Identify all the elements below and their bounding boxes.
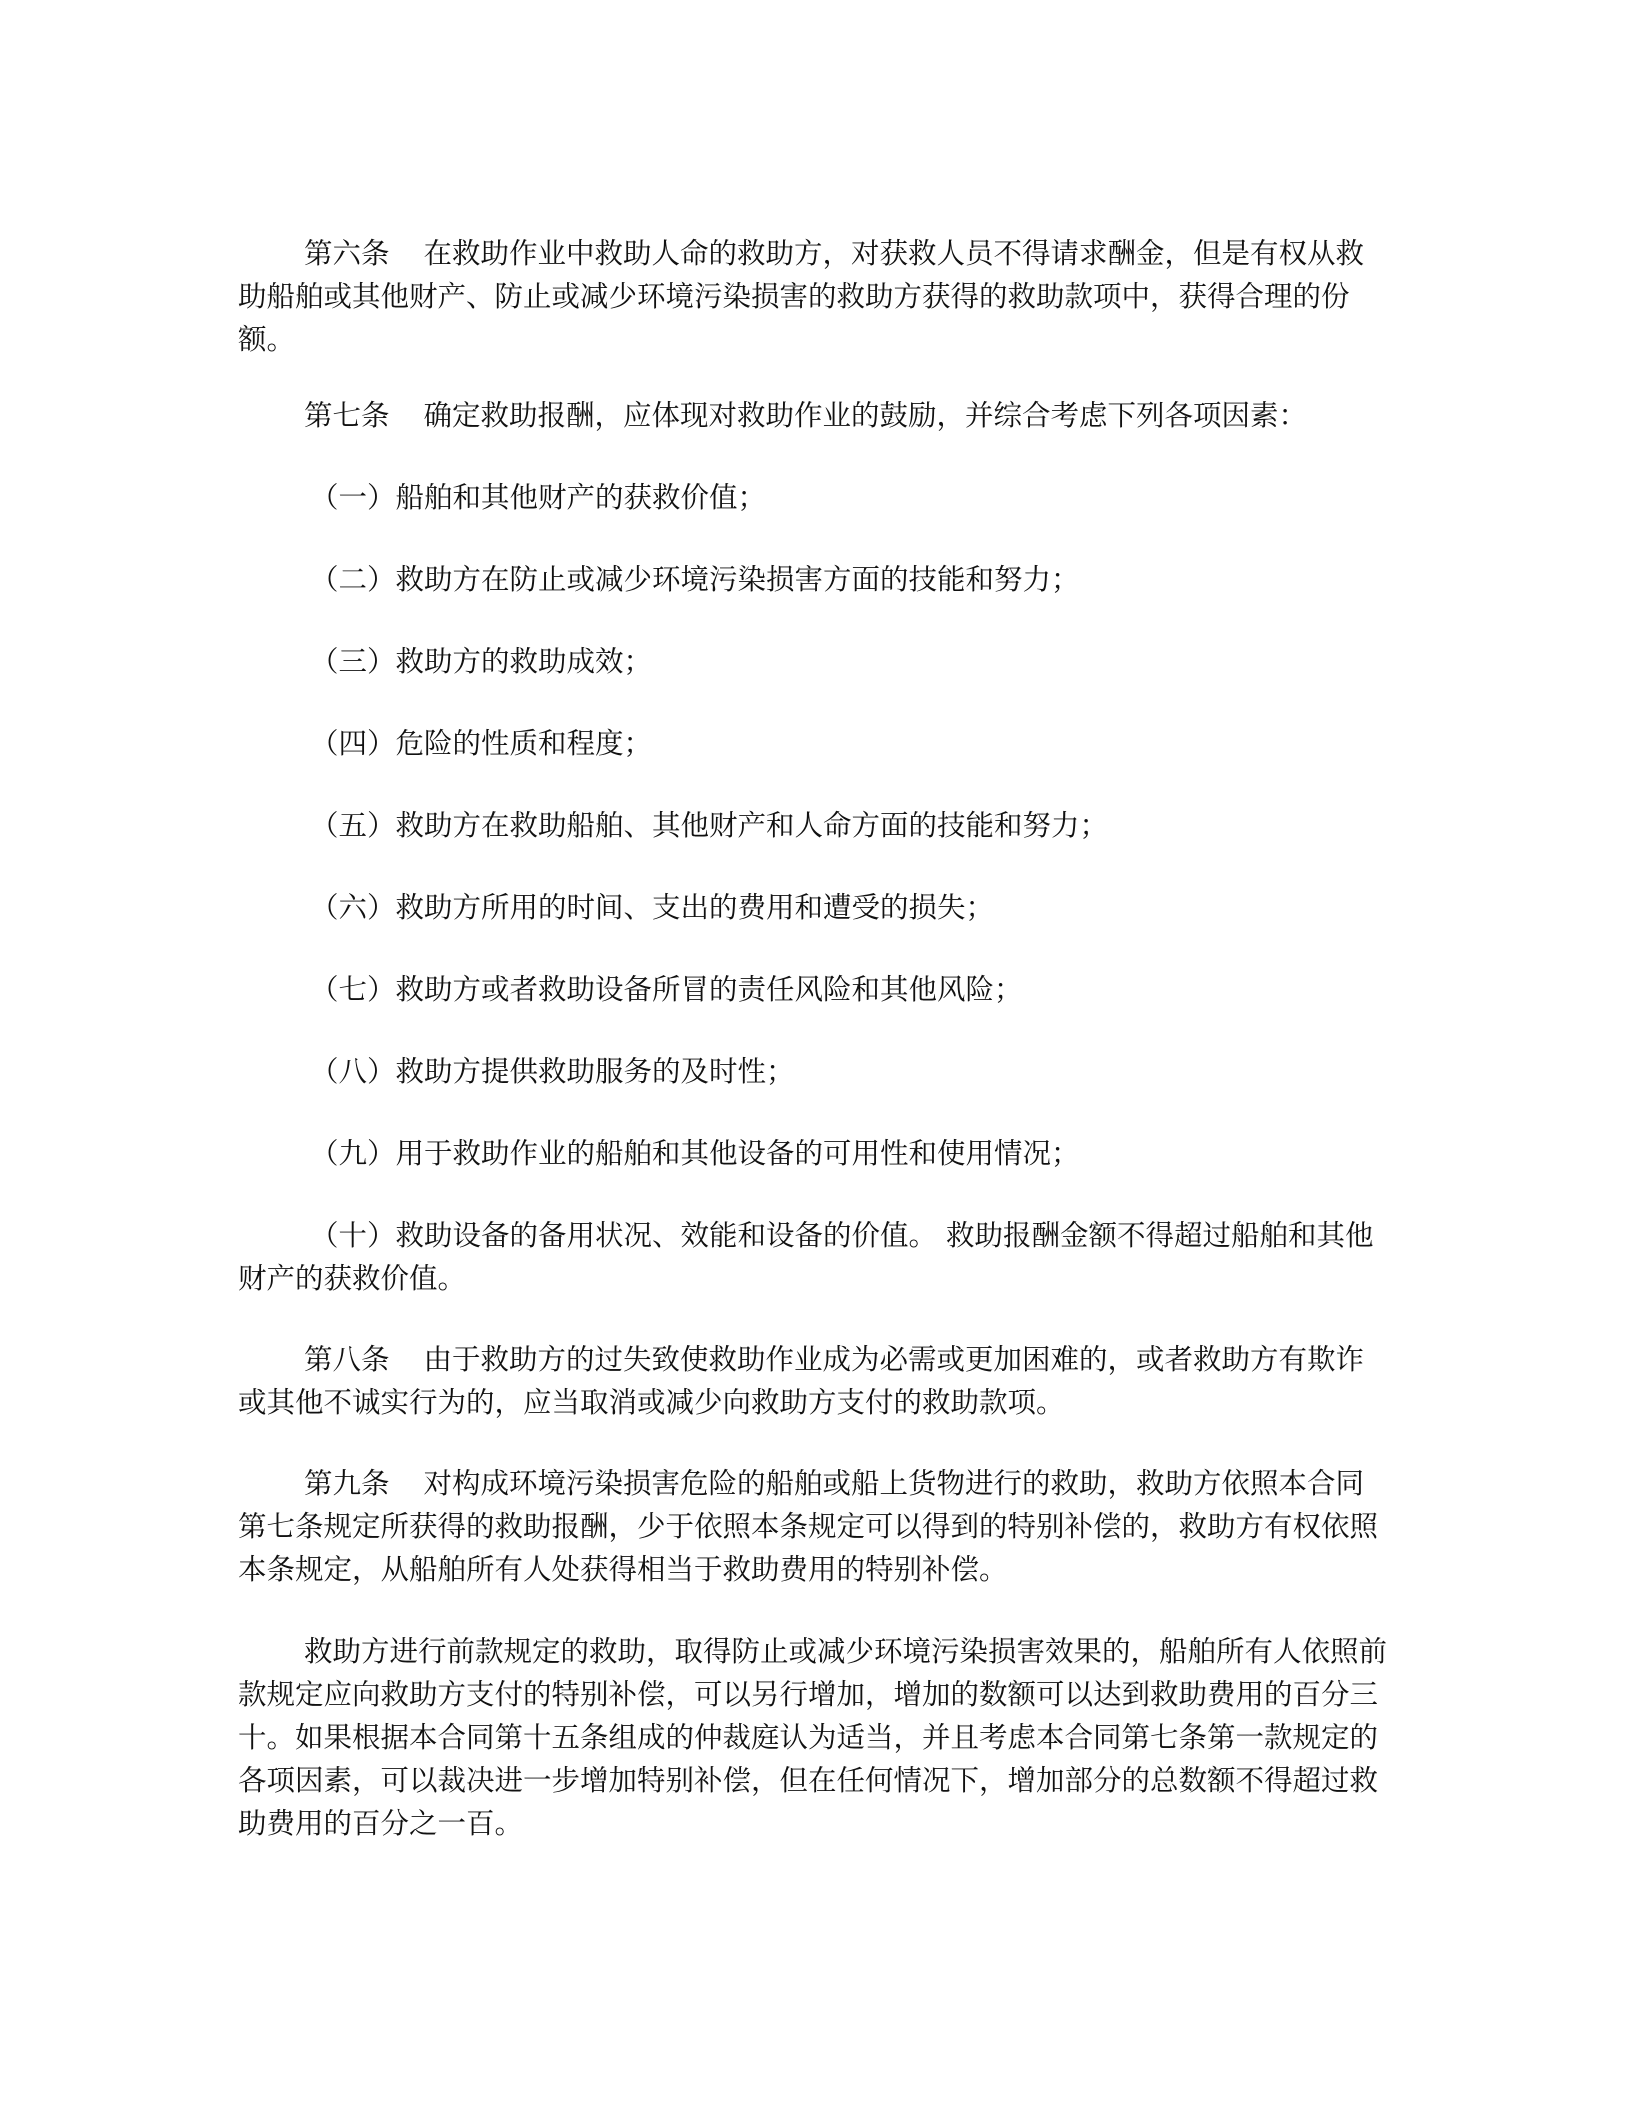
article-7-item-4: （四）危险的性质和程度； <box>310 727 653 760</box>
article-6-text: 在救助作业中救助人命的救助方，对获救人员不得请求酬金，但是有权从救助船舶或其他财产、防止或减少环境污染损害的救助方获得的救助款项中，获得合理的份额。 <box>238 237 1365 356</box>
article-9-paragraph-2: 救助方进行前款规定的救助，取得防止或减少环境污染损害效果的，船舶所有人依照前款规定应向救助方支付的特别补偿，可以另行增加，增加的数额可以达到救助费用的百分三十。如果根据本合同第十五条组成的仲裁庭认为适当，并且考虑本合同第七条第一款规定的各项因素，可以裁决进一步增加特别补偿，但在任何情况下，增加部分的总数额不得超过救助费用的百分之一百。 <box>238 1635 1388 1840</box>
article-7-item-8: （八）救助方提供救助服务的及时性； <box>310 1055 795 1088</box>
article-7-item-6: （六）救助方所用的时间、支出的费用和遭受的损失； <box>310 891 995 924</box>
article-7-item-10: （十）救助设备的备用状况、效能和设备的价值。 救助报酬金额不得超过船舶和其他财产的获救价值。 <box>238 1219 1374 1295</box>
article-8-text: 由于救助方的过失致使救助作业成为必需或更加困难的，或者救助方有欺诈或其他不诚实行为的，应当取消或减少向救助方支付的救助款项。 <box>238 1343 1365 1419</box>
article-8-heading: 第八条 <box>304 1343 390 1376</box>
article-8-paragraph <box>238 1338 1388 1424</box>
article-7-item-1: （一）船舶和其他财产的获救价值； <box>310 481 767 514</box>
article-7-text: 确定救助报酬，应体现对救助作业的鼓励，并综合考虑下列各项因素： <box>423 399 1308 432</box>
article-6-heading: 第六条 <box>304 237 390 270</box>
article-7-heading: 第七条 <box>304 399 390 432</box>
article-9-heading: 第九条 <box>304 1467 390 1500</box>
article-9-paragraph <box>238 1462 1388 1591</box>
article-7-item-3: （三）救助方的救助成效； <box>310 645 653 678</box>
article-7-item-9: （九）用于救助作业的船舶和其他设备的可用性和使用情况； <box>310 1137 1080 1170</box>
article-7-item-2: （二）救助方在防止或减少环境污染损害方面的技能和努力； <box>310 563 1080 596</box>
article-7-item-7: （七）救助方或者救助设备所冒的责任风险和其他风险； <box>310 973 1023 1006</box>
article-9-text: 对构成环境污染损害危险的船舶或船上货物进行的救助，救助方依照本合同第七条规定所获得的救助报酬，少于依照本条规定可以得到的特别补偿的，救助方有权依照本条规定，从船舶所有人处获得相当于救助费用的特别补偿。 <box>238 1467 1379 1586</box>
article-7-item-5: （五）救助方在救助船舶、其他财产和人命方面的技能和努力； <box>310 809 1109 842</box>
article-6-paragraph <box>238 232 1388 361</box>
article-7-paragraph <box>238 394 1388 437</box>
